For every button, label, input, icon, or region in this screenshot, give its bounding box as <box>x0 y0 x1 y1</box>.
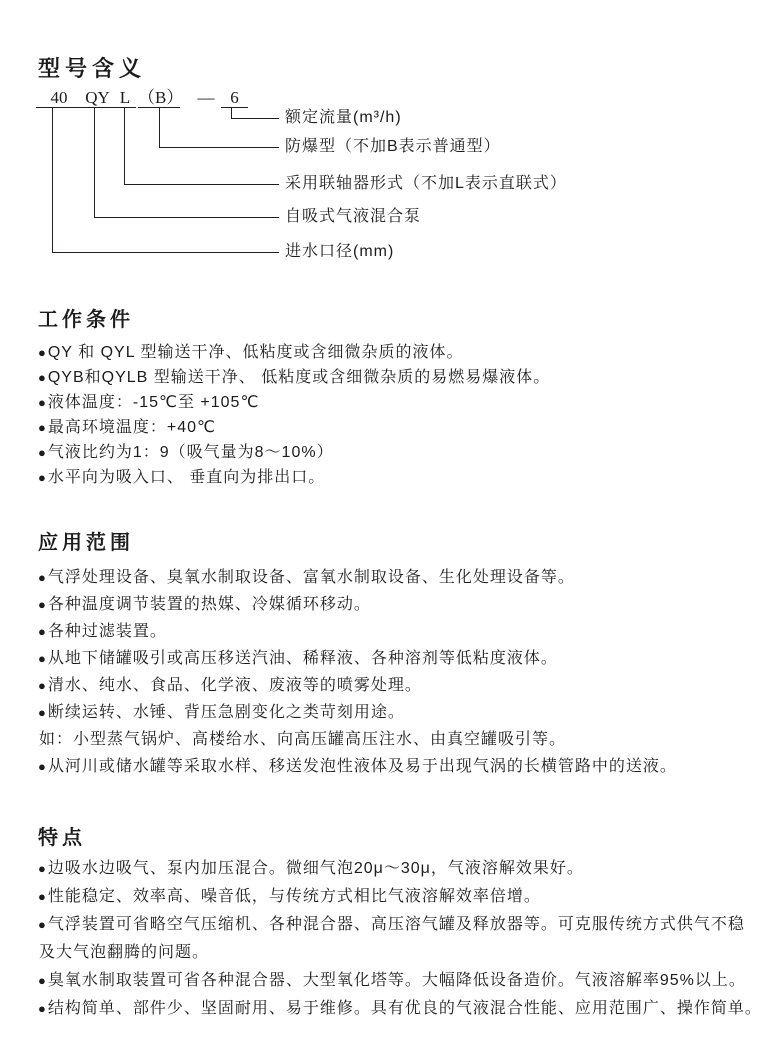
list-item-text: 臭氧水制取装置可省各种混合器、大型氧化塔等。大幅降低设备造价。气液溶解率95%以上。 <box>47 972 746 989</box>
list-item <box>38 998 770 1020</box>
connector-hline-coupling <box>124 184 279 185</box>
list-item <box>38 392 770 414</box>
code-label-exproof: 防爆型（不加B表示普通型） <box>285 138 501 155</box>
list-item-text: 气浮处理设备、臭氧水制取设备、富氧水制取设备、生化处理设备等。 <box>47 569 575 586</box>
connector-hline-series <box>94 217 279 218</box>
bullet-icon: ● <box>38 570 47 585</box>
list-item-text: 气浮装置可省略空气压缩机、各种混合器、高压溶气罐及释放器等。可克服传统方式供气不稳 <box>47 916 745 933</box>
section-title-working-conditions: 工作条件 <box>38 309 134 331</box>
model-code-part-series: QY <box>81 88 114 108</box>
list-item-text: 及大气泡翻腾的问题。 <box>39 944 210 961</box>
section-working-conditions <box>38 308 770 489</box>
code-label-inlet-bore: 进水口径(mm) <box>285 243 395 260</box>
bullet-icon: ● <box>38 395 47 410</box>
list-item-text: 各种温度调节装置的热媒、冷媒循环移动。 <box>47 596 371 613</box>
bullet-icon: ● <box>38 759 47 774</box>
model-code-part-exproof: （B） <box>138 88 184 107</box>
code-label-rated-flow: 额定流量(m³/h) <box>285 109 402 126</box>
section-title-features: 特点 <box>38 827 86 849</box>
list-item <box>38 567 770 589</box>
list-item-text: 结构简单、部件少、坚固耐用、易于维修。具有优良的气液混合性能、应用范围广、操作简单。 <box>47 1000 762 1017</box>
list-item-text: 水平向为吸入口、 垂直向为排出口。 <box>47 469 326 486</box>
model-code-dash: — <box>197 88 215 107</box>
model-code-part-flow: 6 <box>221 88 248 108</box>
list-item-text: QY 和 QYL 型输送干净、低粘度或含细微杂质的液体。 <box>47 344 464 361</box>
list-item <box>38 621 770 643</box>
list-item <box>38 367 770 389</box>
bullet-icon: ● <box>38 917 47 932</box>
bullet-icon: ● <box>38 651 47 666</box>
bullet-icon: ● <box>38 420 47 435</box>
list-item <box>38 342 770 364</box>
bullet-icon: ● <box>38 678 47 693</box>
section-application-scope <box>38 531 770 778</box>
list-item-text: 性能稳定、效率高、噪音低，与传统方式相比气液溶解效率倍增。 <box>47 888 541 905</box>
bullet-icon: ● <box>38 597 47 612</box>
connector-hline-flow <box>231 118 279 119</box>
section-title-application-scope: 应用范围 <box>38 532 134 554</box>
connector-vline-exproof <box>159 108 160 147</box>
list-item <box>38 858 770 880</box>
list-item-text: 气液比约为1：9（吸气量为8～10%） <box>47 444 334 461</box>
list-item-text: QYB和QYLB 型输送干净、 低粘度或含细微杂质的易燃易爆液体。 <box>47 369 551 386</box>
list-item <box>38 442 770 464</box>
bullet-icon: ● <box>38 624 47 639</box>
bullet-icon: ● <box>38 1001 47 1016</box>
section-features <box>38 826 770 1020</box>
list-item <box>38 417 770 439</box>
code-label-pump-type: 自吸式气液混合泵 <box>285 208 422 225</box>
list-item-text: 液体温度：-15℃至 +105℃ <box>47 394 260 411</box>
connector-vline-series <box>94 108 95 217</box>
list-item-text: 断续运转、水锤、背压急剧变化之类苛刻用途。 <box>47 704 405 721</box>
connector-vline-flow <box>231 108 232 118</box>
code-label-coupling: 采用联轴器形式（不加L表示直联式） <box>285 175 567 192</box>
connector-vline-inlet <box>52 108 53 252</box>
bullet-icon: ● <box>38 973 47 988</box>
list-item <box>38 648 770 670</box>
list-item <box>38 756 770 778</box>
model-code-part-coupling: L <box>114 88 136 108</box>
list-item <box>38 914 770 936</box>
list-item-continuation <box>38 942 770 964</box>
model-code-part-inlet: 40 <box>36 88 82 108</box>
list-item-text: 从河川或储水罐等采取水样、移送发泡性液体及易于出现气涡的长横管路中的送液。 <box>47 758 677 775</box>
list-item-text: 从地下储罐吸引或高压移送汽油、稀释液、各种溶剂等低粘度液体。 <box>47 650 558 667</box>
connector-vline-coupling <box>124 108 125 184</box>
bullet-icon: ● <box>38 445 47 460</box>
bullet-icon: ● <box>38 345 47 360</box>
list-item <box>38 594 770 616</box>
list-item <box>38 675 770 697</box>
list-item <box>38 970 770 992</box>
list-item <box>38 467 770 489</box>
connector-hline-exproof <box>159 147 279 148</box>
bullet-icon: ● <box>38 861 47 876</box>
list-item <box>38 702 770 724</box>
list-item <box>38 886 770 908</box>
list-item-continuation <box>38 729 770 751</box>
list-item-text: 清水、纯水、食品、化学液、废液等的喷雾处理。 <box>47 677 422 694</box>
list-item-text: 如：小型蒸气锅炉、高楼给水、向高压罐高压注水、由真空罐吸引等。 <box>39 731 567 748</box>
list-item-text: 边吸水边吸气、泵内加压混合。微细气泡20μ～30μ，气液溶解效果好。 <box>47 860 584 877</box>
bullet-icon: ● <box>38 370 47 385</box>
bullet-icon: ● <box>38 470 47 485</box>
bullet-icon: ● <box>38 889 47 904</box>
model-code-diagram <box>0 88 780 273</box>
bullet-icon: ● <box>38 705 47 720</box>
connector-hline-inlet <box>52 252 279 253</box>
list-item-text: 各种过滤装置。 <box>47 623 167 640</box>
page-title: 型号含义 <box>38 56 147 81</box>
list-item-text: 最高环境温度：+40℃ <box>47 419 216 436</box>
